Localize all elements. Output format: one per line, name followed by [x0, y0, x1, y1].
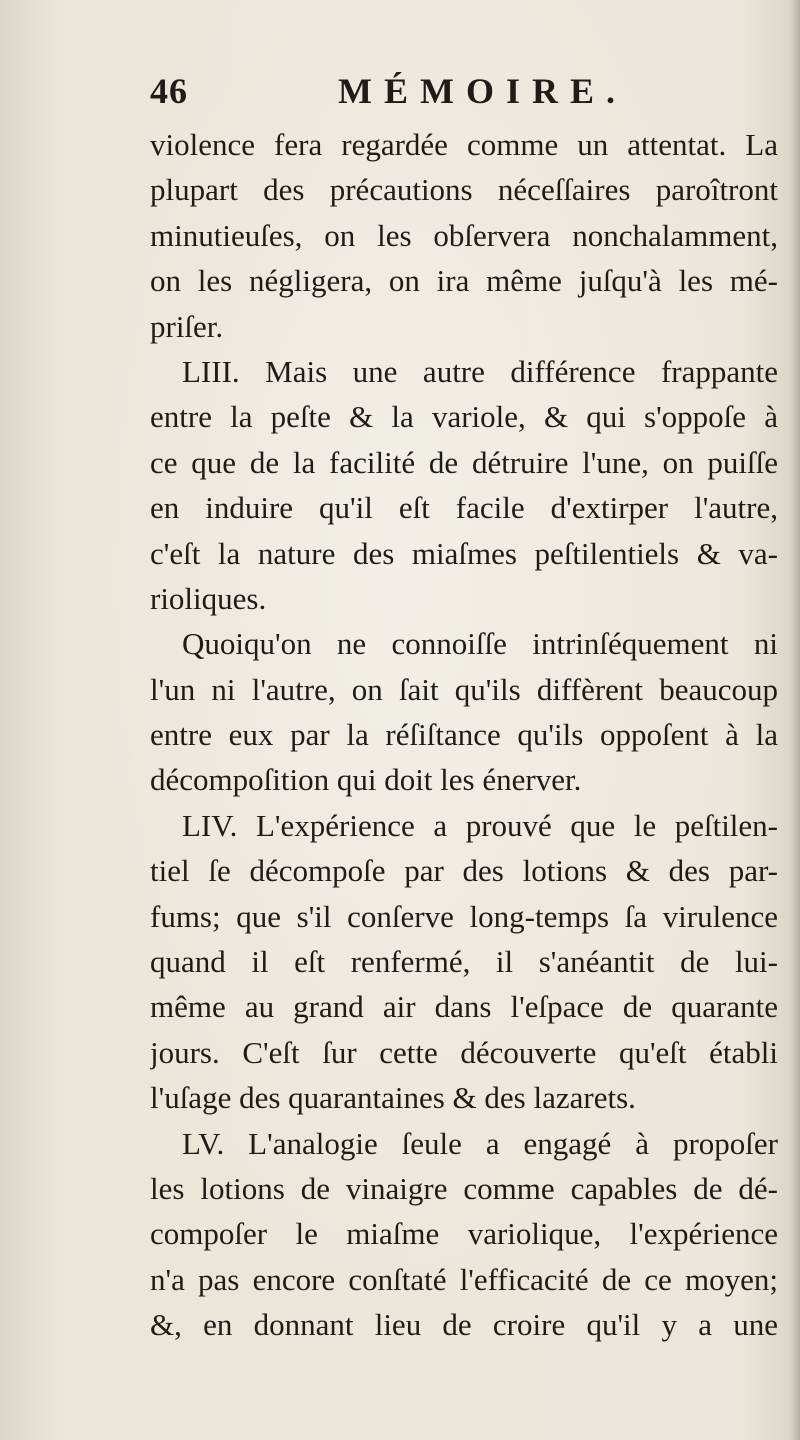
text-line: &, en donnant lieu de croire qu'il y a une: [150, 1307, 778, 1343]
text-line: on les négligera, on ira même juſqu'à les mé-: [150, 263, 778, 299]
text-line: n'a pas encore conſtaté l'efficacité de ce moyen;: [150, 1261, 778, 1297]
text-line: jours. C'eſt ſur cette découverte qu'eſt établi: [150, 1034, 778, 1070]
text-line: quand il eſt renfermé, il s'anéantit de lui-: [150, 944, 778, 980]
text-line: l'un ni l'autre, on ſait qu'ils diffèrent beaucoup: [150, 671, 778, 707]
text-line: plupart des précautions néceſſaires paroîtront: [150, 172, 778, 208]
text-line: Quoiqu'on ne connoiſſe intrinſéquement ni: [182, 626, 778, 662]
text-line: même au grand air dans l'eſpace de quarante: [150, 989, 778, 1025]
text-line: LV. L'analogie ſeule a engagé à propoſer: [182, 1125, 778, 1161]
text-line: rioliques.: [150, 580, 267, 616]
text-line: minutieuſes, on les obſervera nonchalamment,: [150, 217, 778, 253]
body-text: [150, 122, 778, 1348]
page-header: [0, 70, 800, 130]
text-line: entre eux par la réſiſtance qu'ils oppoſent à la: [150, 717, 778, 753]
text-line: en induire qu'il eſt facile d'extirper l'autre,: [150, 490, 778, 526]
text-line: tiel ſe décompoſe par des lotions & des par-: [150, 853, 778, 889]
text-line: LIII. Mais une autre différence frappante: [182, 353, 778, 389]
text-line: priſer.: [150, 308, 224, 344]
text-line: les lotions de vinaigre comme capables de dé-: [150, 1170, 778, 1206]
running-title: MÉMOIRE.: [338, 71, 627, 111]
text-line: l'uſage des quarantaines & des lazarets.: [150, 1080, 636, 1116]
text-line: entre la peſte & la variole, & qui s'oppoſe à: [150, 399, 778, 435]
text-line: c'eſt la nature des miaſmes peſtilentiels & va-: [150, 535, 778, 571]
text-line: fums; que s'il conſerve long-temps ſa virulence: [150, 898, 778, 934]
text-line: ce que de la facilité de détruire l'une, on puiſſe: [150, 444, 778, 480]
page-edge-shadow: [790, 0, 800, 1440]
page-number: 46: [150, 71, 188, 111]
text-line: compoſer le miaſme variolique, l'expérience: [150, 1216, 778, 1252]
text-line: violence fera regardée comme un attentat. La: [150, 127, 778, 162]
text-line: décompoſition qui doit les énerver.: [150, 762, 582, 798]
text-line: LIV. L'expérience a prouvé que le peſtilen-: [182, 807, 778, 843]
